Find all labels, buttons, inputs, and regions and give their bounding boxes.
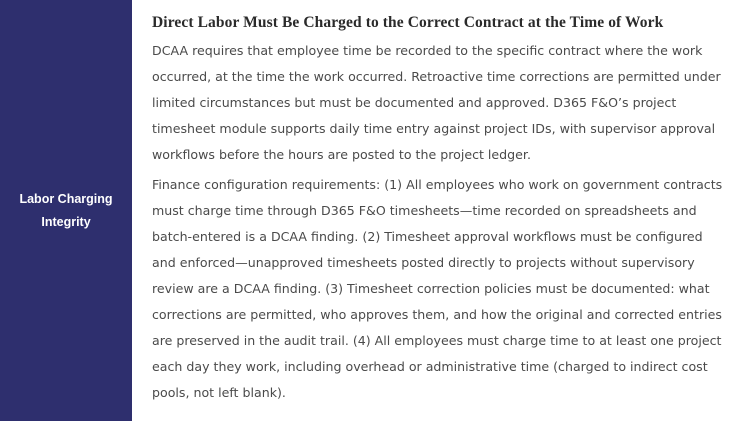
- sidebar-panel: [0, 0, 132, 421]
- sidebar-label-line2: Integrity: [41, 214, 91, 229]
- paragraph-2: Finance configuration requirements: (1) All employees who work on government contracts must charge time through D365 F&O timesheets—time recorded on spreadsheets and batch-entered is a DCAA finding. (2) Timesheet approval workflows must be configured and enforced—unapproved timesheets posted directly to projects without supervisory review are a DCAA finding. (3) Timesheet correction policies must be documented: what corrections are permitted, who approves them, and how the original and corrected entries are preserved in the audit trail. (4) All employees must charge time to at least one project each day they work, including overhead or administrative time (charged to indirect cost pools, not left blank).: [152, 177, 723, 400]
- paragraph-1: DCAA requires that employee time be recorded to the specific contract where the work occurred, at the time the work occurred. Retroactive time corrections are permitted under limited circumstances but must be documented and approved. D365 F&O’s project timesheet module supports daily time entry against project IDs, with supervisor approval workflows before the hours are posted to the project ledger.: [152, 43, 721, 162]
- sidebar-label-line1: Labor Charging: [19, 191, 113, 206]
- sidebar-label: [11, 188, 121, 234]
- section-title: Direct Labor Must Be Charged to the Correct Contract at the Time of Work: [152, 14, 664, 31]
- main-content: [132, 0, 735, 421]
